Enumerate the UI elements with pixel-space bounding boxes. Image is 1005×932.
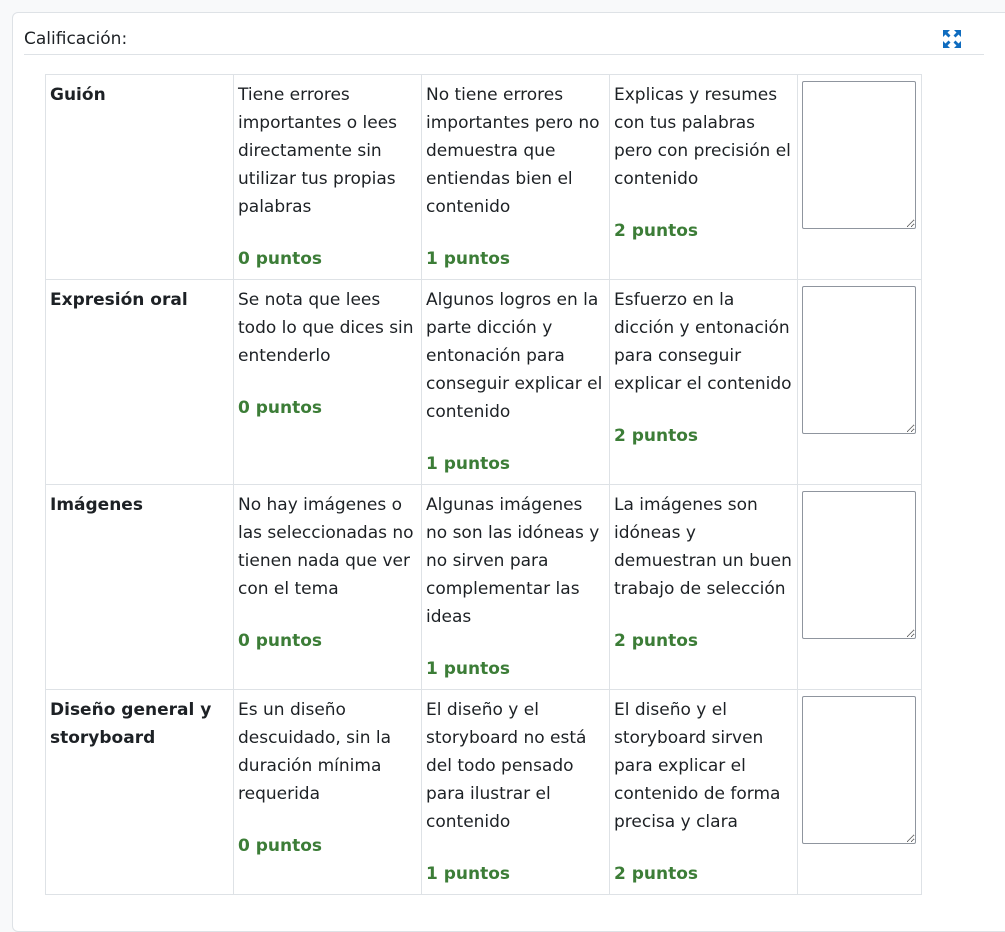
remark-textarea[interactable] [802,696,916,844]
level-description: Explicas y resumes con tus palabras pero con precisión el contenido [614,85,791,189]
level-description: Se nota que lees todo lo que dices sin entenderlo [238,290,414,366]
criterion-row [46,690,922,895]
level-cell[interactable] [422,75,610,280]
level-description: La imágenes son idóneas y demuestran un buen trabajo de selección [614,495,792,599]
level-description: El diseño y el storyboard no está del todo pensado para ilustrar el contenido [426,700,587,832]
level-cell[interactable] [610,75,798,280]
grading-header [24,28,984,55]
level-points: 1 puntos [426,454,511,474]
level-cell[interactable] [234,75,422,280]
level-description: Esfuerzo en la dicción y entonación para conseguir explicar el contenido [614,290,792,394]
level-points: 2 puntos [614,426,699,446]
rubric-table [45,74,922,895]
expand-arrows-icon[interactable] [942,29,962,49]
remark-cell [798,75,922,280]
level-description: No hay imágenes o las seleccionadas no tienen nada que ver con el tema [238,495,414,599]
level-cell[interactable] [234,280,422,485]
level-description: No tiene errores importantes pero no demuestra que entiendas bien el contenido [426,85,600,217]
grading-label: Calificación: [24,29,128,49]
level-cell[interactable] [422,485,610,690]
criterion-name: Expresión oral [46,280,234,485]
remark-cell [798,485,922,690]
criterion-row [46,75,922,280]
remark-cell [798,690,922,895]
level-points: 1 puntos [426,864,511,884]
level-points: 0 puntos [238,249,323,269]
level-points: 1 puntos [426,659,511,679]
level-points: 0 puntos [238,631,323,651]
level-cell[interactable] [610,690,798,895]
level-cell[interactable] [234,485,422,690]
level-cell[interactable] [610,485,798,690]
level-points: 0 puntos [238,398,323,418]
level-points: 0 puntos [238,836,323,856]
level-cell[interactable] [422,280,610,485]
level-cell[interactable] [234,690,422,895]
remark-textarea[interactable] [802,286,916,434]
level-description: Es un diseño descuidado, sin la duración mínima requerida [238,700,392,804]
criterion-name: Imágenes [46,485,234,690]
level-points: 1 puntos [426,249,511,269]
level-points: 2 puntos [614,864,699,884]
level-description: Algunos logros en la parte dicción y entonación para conseguir explicar el contenido [426,290,603,422]
criterion-row [46,280,922,485]
remark-textarea[interactable] [802,491,916,639]
level-cell[interactable] [422,690,610,895]
remark-cell [798,280,922,485]
criterion-row [46,485,922,690]
level-description: El diseño y el storyboard sirven para explicar el contenido de forma precisa y clara [614,700,781,832]
criterion-name: Diseño general y storyboard [46,690,234,895]
level-description: Tiene errores importantes o lees directamente sin utilizar tus propias palabras [238,85,398,217]
remark-textarea[interactable] [802,81,916,229]
level-cell[interactable] [610,280,798,485]
level-points: 2 puntos [614,221,699,241]
level-description: Algunas imágenes no son las idóneas y no sirven para complementar las ideas [426,495,600,627]
criterion-name: Guión [46,75,234,280]
level-points: 2 puntos [614,631,699,651]
